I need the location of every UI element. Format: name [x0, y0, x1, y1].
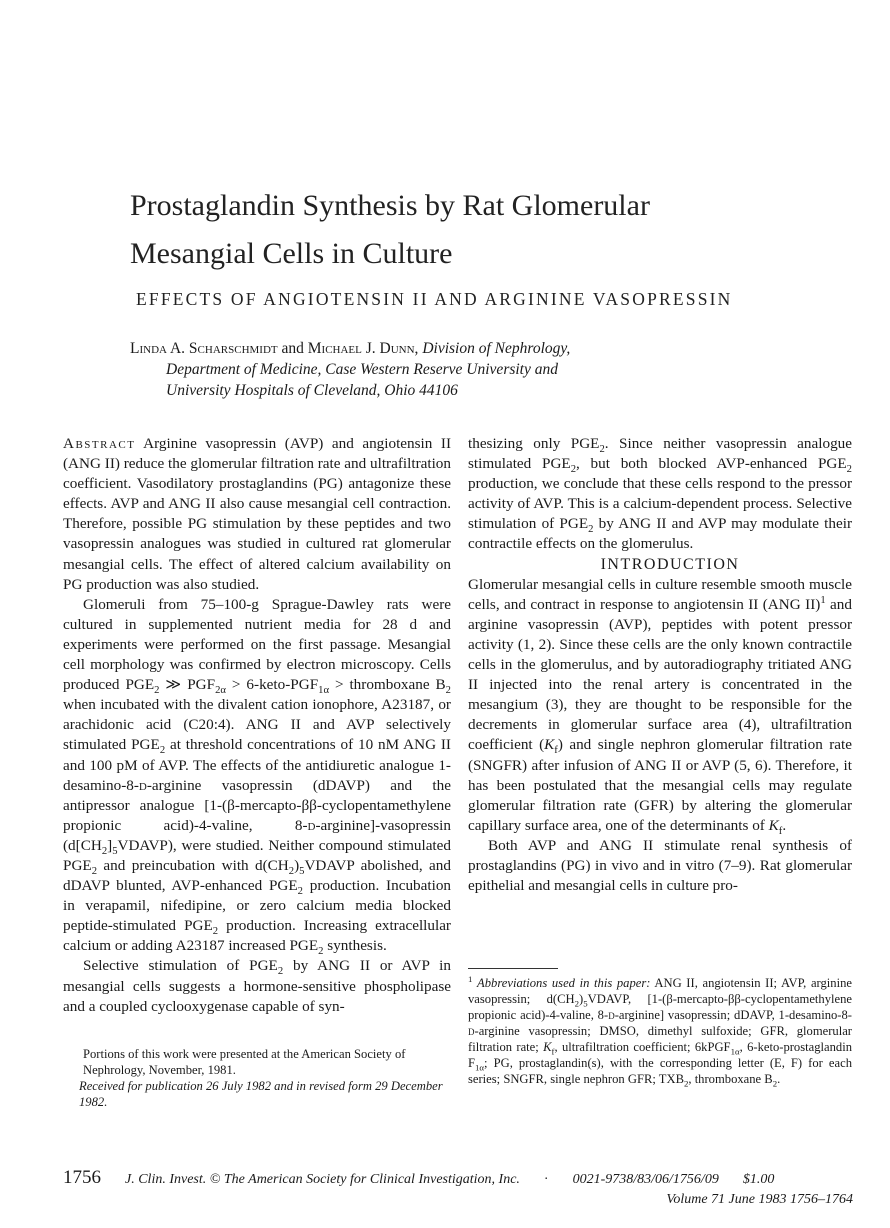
footnote-rule [468, 968, 558, 969]
footer-separator: · [543, 1172, 549, 1187]
presented-note: Portions of this work were presented at the American Society of Nephrology, November, 1981. [83, 1047, 406, 1077]
title-line-1: Prostaglandin Synthesis by Rat Glomerular [130, 189, 650, 222]
author-and: and [281, 340, 304, 357]
abbreviations-footnote: $^1$ Abbreviations used in this paper: ANG II, angiotensin II; AVP, arginine vasopressin; $d(CH_2)_5VDAVP$, [1-(β-mercapto-ββ-cyclopentamethylene propionic acid)-4-valine, 8-d-arginine] vasopressin; dDAVP, 1-desamino-8-d-arginine vasopressin; DMSO, dimethyl sulfoxide; GFR, glomerular filtration rate; $K_f$, ultrafiltration coefficient; 6kPGF$_{1\alpha}$, 6-keto-prostaglandin $F_{1\alpha}$; PG, prostaglandin(s), with the corresponding letter (E, F) for each series; SNGFR, single nephron GFR; $TXB_2$, thromboxane $B_2$. [468, 973, 852, 1089]
article-subtitle: EFFECTS OF ANGIOTENSIN II AND ARGININE VASOPRESSIN [136, 289, 733, 309]
article-title [130, 182, 830, 278]
affiliation-line-3: University Hospitals of Cleveland, Ohio 44106 [166, 382, 458, 399]
page-footer [63, 1167, 853, 1208]
abstract-paragraph-3-cont: thesizing only $PGE_2$. Since neither vasopressin analogue stimulated $PGE_2$, but both blocked AVP-enhanced $PGE_2$ production, we conclude that these cells respond to the pressor activity of AVP. This is a calcium-dependent process. Selective stimulation of $PGE_2$ by ANG II and AVP may modulate their contractile effects on the glomerulus. [468, 435, 852, 553]
footnotes-left [79, 1046, 451, 1110]
introduction-heading: INTRODUCTION [600, 555, 740, 573]
author-block [130, 338, 830, 401]
abstract-paragraph-1: Abstract Arginine vasopressin (AVP) and angiotensin II (ANG II) reduce the glomerular filtration rate and ultrafiltration coefficient. Vasodilatory prostaglandins (PG) antagonize these effects. AVP and ANG II also cause mesangial cell contraction. Therefore, possible PG stimulation by these peptides and two vasopressin analogues was studied in cultured rat glomerular mesangial cells. The effect of altered calcium availability on PG production was also studied. [63, 435, 451, 593]
title-line-2: Mesangial Cells in Culture [130, 237, 453, 270]
issn-code: 0021-9738/83/06/1756/09 [572, 1172, 719, 1187]
affiliation-line-1: Division of Nephrology, [422, 340, 571, 357]
affiliation-line-2: Department of Medicine, Case Western Reserve University and [166, 361, 558, 378]
author-2: Michael J. Dunn, [307, 340, 419, 357]
intro-paragraph-2: Both AVP and ANG II stimulate renal synthesis of prostaglandins (PG) in vivo and in vitro (7–9). Rat glomerular epithelial and mesangial cells in culture pro- [468, 836, 852, 895]
received-note: Received for publication 26 July 1982 and in revised form 29 December 1982. [79, 1079, 443, 1109]
volume-line: Volume 71 June 1983 1756–1764 [666, 1192, 853, 1207]
abstract-paragraph-2: Glomeruli from 75–100-g Sprague-Dawley rats were cultured in supplemented nutrient media for 28 d and experiments were performed on the first passage. Mesangial cell morphology was confirmed by electron microscopy. Cells produced $PGE_2$ ≫ $PGF_{2\alpha}$ > $6-keto-PGF_{1\alpha}$ > thromboxane $B_2$ when incubated with the divalent cation ionophore, A23187, or arachidonic acid (C20:4). ANG II and AVP selectively stimulated $PGE_2$ at threshold concentrations of 10 nM ANG II and 100 pM of AVP. The effects of the antidiuretic analogue 1-desamino-8-d-arginine vasopressin (dDAVP) and the antipressor analogue [1-(β-mercapto-ββ-cyclopentamethylene propionic acid)-4-valine, 8-d-arginine]-vasopressin $(d[CH_2]_5VDAVP)$, were studied. Neither compound stimulated $PGE_2$ and preincubation with $d(CH_2)_5VDAVP$ abolished, and dDAVP blunted, AVP-enhanced $PGE_2$ production. Incubation in verapamil, nifedipine, or zero calcium media blocked peptide-stimulated $PGE_2$ production. Increasing extracellular calcium or adding A23187 increased $PGE_2$ synthesis. [63, 595, 452, 958]
price: $1.00 [742, 1172, 775, 1187]
abstract-label: Abstract [63, 435, 136, 452]
author-1: Linda A. Scharschmidt [130, 340, 278, 357]
page-number: 1756 [63, 1167, 101, 1188]
journal-citation: J. Clin. Invest. © The American Society for Clinical Investigation, Inc. [125, 1172, 520, 1187]
intro-paragraph-1: Glomerular mesangial cells in culture resemble smooth muscle cells, and contract in response to angiotensin II (ANG II)$^1$ and arginine vasopressin (AVP), peptides with potent pressor activity (1, 2). Since these cells are the only known contractile cells in the glomerulus, and by autoradiography tritiated ANG II injected into the renal artery is concentrated in the mesangium (3), they are thought to be responsible for the decrements in glomerular surface area (4), ultrafiltration coefficient $(K_f)$ and single nephron glomerular filtration rate (SNGFR) after infusion of ANG II or AVP (5, 6). Therefore, it has been postulated that the mesangial cells may regulate glomerular filtration rate (GFR) by altering the glomerular capillary surface area, one of the determinants of $K_f$. [468, 575, 853, 837]
left-column [63, 434, 451, 1017]
right-column [468, 434, 852, 896]
abstract-paragraph-3: Selective stimulation of $PGE_2$ by ANG II or AVP in mesangial cells suggests a hormone-sensitive phospholipase and a coupled cyclooxygenase capable of syn- [63, 957, 451, 1015]
